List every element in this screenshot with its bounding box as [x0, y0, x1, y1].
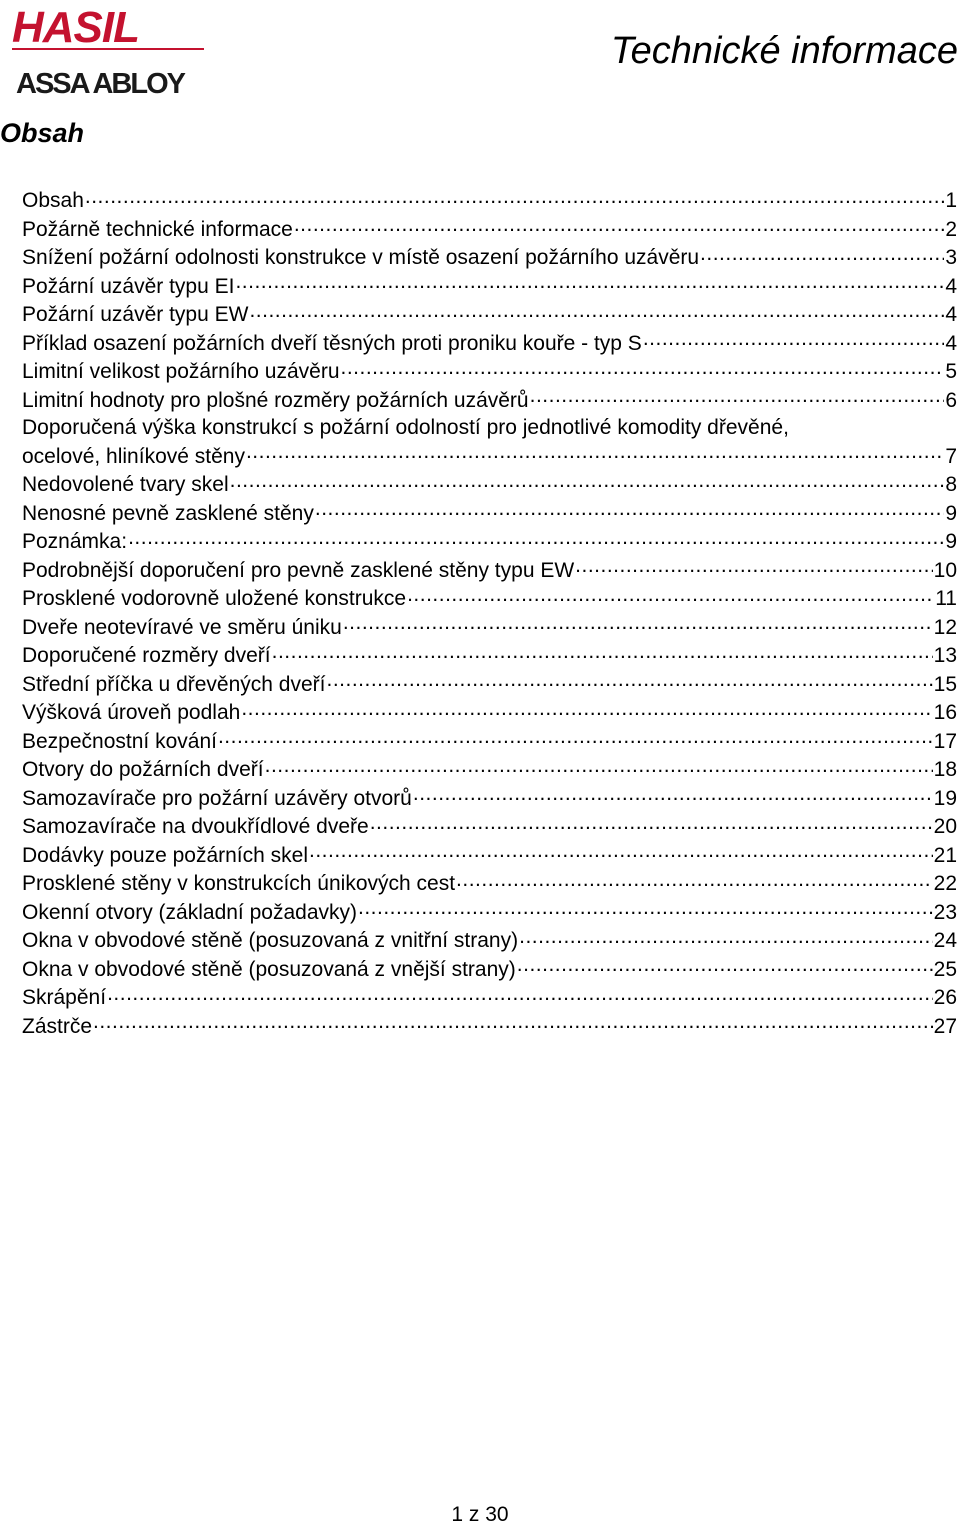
toc-entry[interactable]: [22, 470, 957, 499]
toc-dot-leader: [358, 898, 933, 919]
toc-entry[interactable]: [22, 841, 957, 870]
toc-page-number: 19: [933, 786, 957, 810]
toc-entry[interactable]: [22, 613, 957, 642]
toc-dot-leader: [128, 527, 944, 548]
toc-page-number: 23: [933, 900, 957, 924]
toc-entry-title: Obsah: [22, 189, 84, 212]
toc-entry-title: Otvory do požárních dveří: [22, 758, 264, 781]
toc-entry-title: Samozavírače na dvoukřídlové dveře: [22, 815, 369, 838]
toc-page-number: 5: [945, 360, 957, 383]
toc-entry-title: Skrápění: [22, 986, 107, 1009]
toc-entry[interactable]: [22, 499, 957, 528]
toc-page-number: 9: [945, 501, 957, 525]
toc-entry[interactable]: [22, 898, 957, 927]
toc-entry-title: Okna v obvodové stěně (posuzovaná z vnější strany): [22, 957, 516, 981]
toc-dot-leader: [700, 243, 944, 264]
table-of-contents: [22, 186, 957, 1040]
toc-entry[interactable]: [22, 784, 957, 813]
toc-dot-leader: [85, 186, 944, 207]
toc-entry[interactable]: [22, 186, 957, 215]
toc-entry[interactable]: [22, 670, 957, 699]
toc-dot-leader: [327, 670, 933, 691]
toc-page-number: 24: [933, 929, 957, 952]
toc-dot-leader: [235, 272, 944, 293]
toc-page-number: 9: [945, 530, 957, 553]
toc-entry[interactable]: [22, 584, 957, 613]
toc-entry[interactable]: [22, 727, 957, 756]
toc-entry-title: Nenosné pevně zasklené stěny: [22, 501, 314, 525]
toc-entry[interactable]: [22, 983, 957, 1012]
toc-entry[interactable]: [22, 812, 957, 841]
toc-page-number: 15: [933, 672, 957, 696]
toc-entry[interactable]: [22, 869, 957, 898]
toc-dot-leader: [218, 727, 933, 748]
toc-page-number: 4: [945, 274, 957, 298]
toc-dot-leader: [241, 698, 932, 719]
brand-subtitle: ASSA ABLOY: [16, 68, 184, 100]
toc-entry-title: Bezpečnostní kování: [22, 729, 217, 753]
toc-dot-leader: [341, 357, 945, 378]
toc-entry-title: Dveře neotevíravé ve směru úniku: [22, 615, 342, 639]
toc-entry[interactable]: [22, 641, 957, 670]
page-number-footer: 1 z 30: [451, 1503, 509, 1526]
toc-entry-title: Okenní otvory (základní požadavky): [22, 900, 357, 924]
toc-entry-title: Zástrče: [22, 1014, 93, 1038]
toc-page-number: 13: [933, 644, 957, 667]
toc-entry-title: Prosklené vodorovně uložené konstrukce: [22, 587, 407, 610]
toc-entry[interactable]: [22, 1012, 957, 1041]
toc-entry-title: Výšková úroveň podlah: [22, 701, 241, 724]
toc-entry-title: Střední příčka u dřevěných dveří: [22, 672, 326, 696]
toc-dot-leader: [456, 869, 933, 890]
toc-page-number: 6: [945, 388, 957, 412]
toc-entry-title: ocelové, hliníkové stěny: [22, 444, 245, 468]
toc-dot-leader: [643, 329, 945, 350]
toc-dot-leader: [294, 215, 945, 236]
toc-entry[interactable]: [22, 556, 957, 585]
hasil-logo-mark: [8, 4, 208, 52]
toc-entry[interactable]: [22, 243, 957, 272]
toc-entry-title: Poznámka:: [22, 530, 128, 553]
toc-entry-title: Okna v obvodové stěně (posuzovaná z vnitřní strany): [22, 929, 519, 952]
toc-dot-leader: [265, 755, 933, 776]
toc-page-number: 11: [935, 587, 957, 610]
toc-entry[interactable]: [22, 755, 957, 784]
toc-page-number: 10: [933, 558, 957, 582]
toc-dot-leader: [413, 784, 933, 805]
toc-entry-title: Limitní velikost požárního uzávěru: [22, 360, 340, 383]
toc-entry-title: Požární uzávěr typu EW: [22, 303, 249, 326]
page-title: Technické informace: [610, 30, 958, 72]
toc-dot-leader: [246, 442, 944, 463]
toc-entry-title: Samozavírače pro požární uzávěry otvorů: [22, 786, 412, 810]
toc-dot-leader: [407, 584, 934, 605]
toc-entry[interactable]: [22, 300, 957, 329]
toc-page-number: 17: [933, 729, 957, 753]
toc-dot-leader: [93, 1012, 933, 1033]
section-heading: Obsah: [0, 118, 85, 148]
toc-dot-leader: [107, 983, 933, 1004]
toc-entry[interactable]: [22, 442, 957, 471]
toc-entry-title: Doporučené rozměry dveří: [22, 644, 271, 667]
toc-dot-leader: [272, 641, 933, 662]
toc-entry[interactable]: [22, 386, 957, 415]
toc-entry-line[interactable]: Doporučená výška konstrukcí s požární odolností pro jednotlivé komodity dřevěné,: [22, 416, 789, 439]
toc-entry-title: Podrobnější doporučení pro pevně zasklené stěny typu EW: [22, 558, 575, 582]
toc-page-number: 4: [945, 331, 957, 355]
toc-page-number: 25: [933, 957, 957, 981]
toc-entry[interactable]: [22, 926, 957, 955]
toc-page-number: 22: [933, 872, 957, 895]
toc-dot-leader: [370, 812, 933, 833]
toc-dot-leader: [517, 955, 933, 976]
toc-entry[interactable]: [22, 955, 957, 984]
toc-entry[interactable]: [22, 698, 957, 727]
toc-entry[interactable]: [22, 272, 957, 301]
toc-page-number: 8: [945, 473, 957, 496]
toc-page-number: 1: [945, 189, 957, 212]
toc-entry[interactable]: [22, 215, 957, 244]
toc-entry[interactable]: [22, 357, 957, 386]
toc-page-number: 2: [945, 217, 957, 241]
toc-page-number: 26: [933, 986, 957, 1009]
toc-page-number: 27: [933, 1014, 957, 1038]
brand-logo: [8, 4, 208, 100]
toc-page-number: 20: [933, 815, 957, 838]
toc-entry-title: Snížení požární odolnosti konstrukce v místě osazení požárního uzávěru: [22, 246, 700, 269]
toc-dot-leader: [519, 926, 933, 947]
toc-page-number: 4: [945, 303, 957, 326]
toc-entry-title: Dodávky pouze požárních skel: [22, 843, 308, 867]
toc-entry[interactable]: [22, 329, 957, 358]
toc-entry-title: Prosklené stěny v konstrukcích únikových cest: [22, 872, 456, 895]
toc-page-number: 21: [933, 843, 957, 867]
toc-entry-title: Příklad osazení požárních dveří těsných proti proniku kouře - typ S: [22, 331, 642, 355]
toc-dot-leader: [315, 499, 944, 520]
toc-entry[interactable]: [22, 527, 957, 556]
toc-dot-leader: [309, 841, 933, 862]
toc-dot-leader: [249, 300, 944, 321]
toc-page-number: 18: [933, 758, 957, 781]
toc-dot-leader: [575, 556, 932, 577]
toc-page-number: 3: [945, 246, 957, 269]
toc-page-number: 7: [945, 444, 957, 468]
toc-entry-title: Požární uzávěr typu EI: [22, 274, 235, 298]
svg-text:HASIL: HASIL: [12, 4, 139, 52]
toc-page-number: 16: [933, 701, 957, 724]
toc-entry-title: Limitní hodnoty pro plošné rozměry požárních uzávěrů: [22, 388, 529, 412]
toc-dot-leader: [530, 386, 945, 407]
toc-entry-title: Nedovolené tvary skel: [22, 473, 229, 496]
toc-entry-title: Požárně technické informace: [22, 217, 293, 241]
toc-dot-leader: [230, 470, 945, 491]
toc-dot-leader: [343, 613, 933, 634]
toc-page-number: 12: [933, 615, 957, 639]
